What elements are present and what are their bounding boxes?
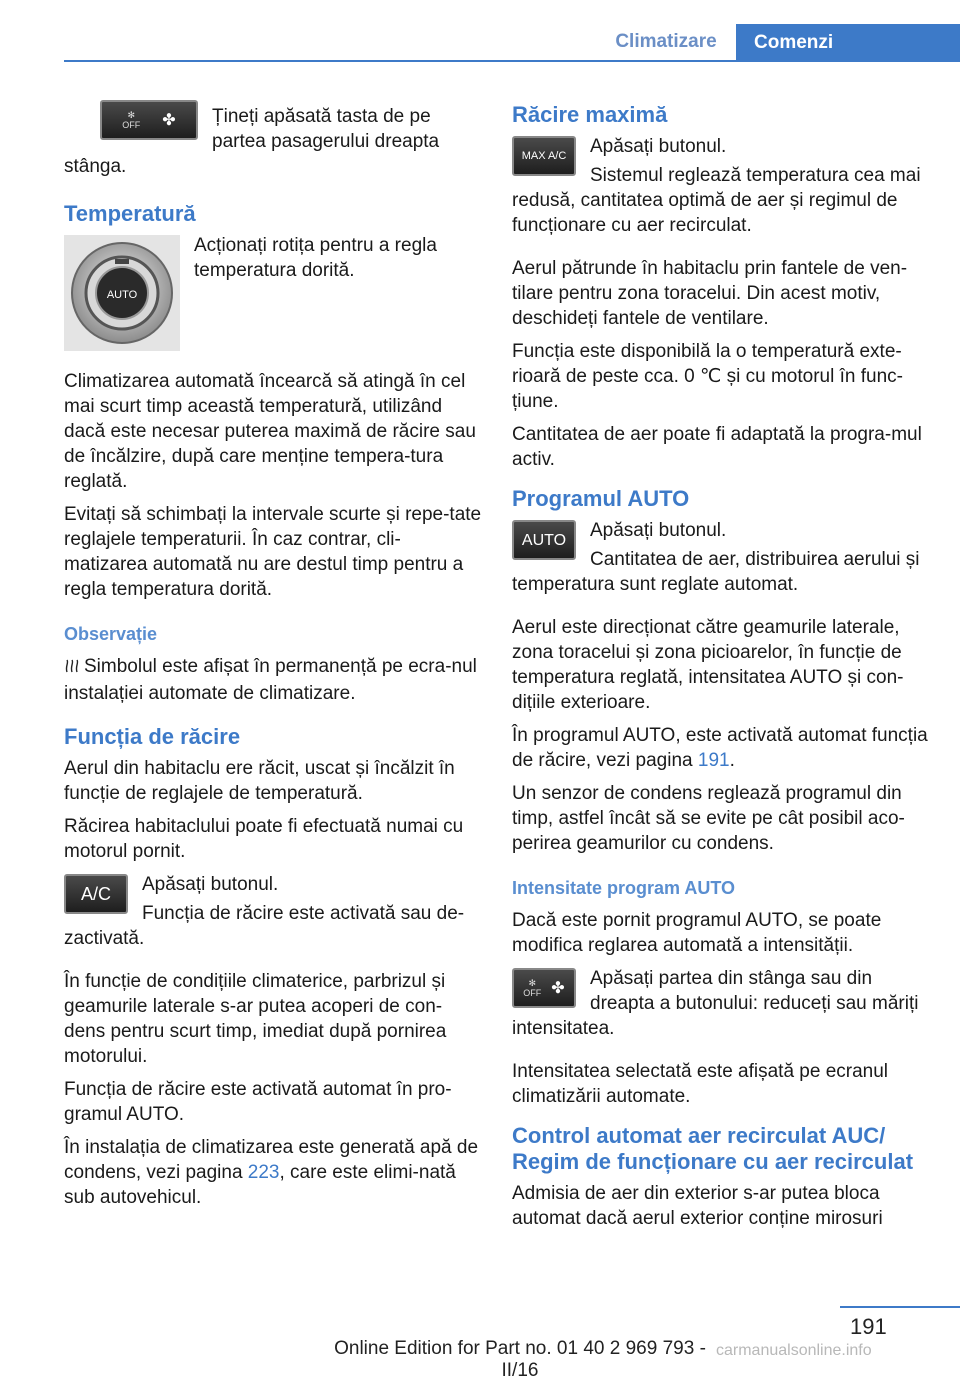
svg-text:AUTO: AUTO — [106, 289, 138, 301]
cooling-paragraph-3: În funcție de condițiile climaterice, parbrizul și geamurile laterale s-ar putea acoperi de con‐dens pentru scurt timp, imediat după pornirea motorului. — [64, 971, 447, 1067]
auto-text: Cantitatea de aer, distribuirea aerului și temperatura sunt reglate automat. — [512, 549, 920, 595]
watermark: carmanualsonline.info — [716, 1342, 872, 1359]
cooling-paragraph-2: Răcirea habitaclului poate fi efectuată numai cu motorul pornit. — [64, 816, 464, 862]
ac-text: Funcția de răcire este activată sau de‐zactivată. — [64, 903, 465, 949]
fan-off-icon: ✻ OFF — [523, 978, 542, 998]
ac-button-image: A/C — [64, 874, 128, 914]
intensity-press-text: Apăsați partea din stânga sau din dreapta a butonului: reduceți sau măriți intensitatea. — [512, 968, 919, 1039]
fan-text: Țineți apăsată tasta de pe partea pasagerului dreapta stânga. — [64, 106, 440, 177]
edition-footer: Online Edition for Part no. 01 40 2 969 793 - II/16 — [334, 1338, 706, 1381]
page-link-191[interactable]: 191 — [697, 750, 730, 771]
header-rule — [64, 60, 960, 62]
auc-heading: Control automat aer recirculat AUC/ Regim de funcționare cu aer recirculat — [512, 1123, 914, 1174]
note-heading: Observație — [64, 624, 158, 644]
max-paragraph-2: Funcția este disponibilă la o temperatură exte‐rioară de peste cca. 0 ℃ și cu motorul în func‐țiune. — [512, 341, 903, 412]
page-link-223[interactable]: 223 — [247, 1162, 280, 1183]
auto-paragraph-2: În programul AUTO, este activată automat funcția de răcire, vezi pagina 191. — [512, 725, 928, 771]
ac-press-text: Apăsați butonul. — [142, 874, 279, 895]
header-section-tab: Comenzi — [736, 24, 960, 62]
max-paragraph-3: Cantitatea de aer poate fi adaptată la progra‐mul activ. — [512, 424, 922, 470]
cooling-paragraph-1: Aerul din habitaclu ere răcit, uscat și încălzit în funcție de reglajele de temperatură. — [64, 758, 455, 804]
fan-icon: ✤ — [162, 111, 176, 129]
cooling-heading: Funcția de răcire — [64, 724, 241, 749]
auto-paragraph-3: Un senzor de condens reglează programul din timp, astfel încât să se evite pe cât posibil aco‐perirea geamurilor cu condens. — [512, 783, 905, 854]
cooling-paragraph-5: În instalația de climatizarea este generată apă de condens, vezi pagina 223, care este elimi‐nată sub autovehicul. — [64, 1137, 479, 1208]
max-paragraph-1: Aerul pătrunde în habitaclu prin fantele de ven‐tilare pentru zona toracelui. Din acest motiv, deschideți fantele de ventilare. — [512, 258, 908, 329]
left-column — [64, 98, 482, 1218]
defrost-symbol-icon — [64, 656, 84, 681]
max-cooling-heading: Răcire maximă — [512, 102, 668, 127]
fan-off-icon: ✻ OFF — [122, 110, 141, 130]
right-column — [512, 98, 930, 1239]
auto-button-image: AUTO — [512, 520, 576, 560]
intensity-paragraph: Intensitatea selectată este afișată pe ecranul climatizării automate. — [512, 1061, 889, 1107]
temperature-paragraph-1: Climatizarea automată încearcă să atingă în cel mai scurt timp această temperatură, utilizând dacă este necesar puterea maximă de răcire sau de încălzire, după care menține tempera‐tura reglată. — [64, 371, 476, 492]
note-text: Simbolul este afișat în permanență pe ecra‐nul instalației automate de climatizare. — [64, 656, 477, 704]
intensity-button-image — [512, 968, 576, 1008]
temperature-heading: Temperatură — [64, 201, 196, 226]
header-chapter: Climatizare — [615, 31, 717, 52]
temperature-dial-image — [64, 235, 180, 351]
auc-paragraph: Admisia de aer din exterior s-ar putea bloca automat dacă aerul exterior conține mirosuri — [512, 1183, 883, 1229]
temperature-text: Acționați rotița pentru a regla temperatura dorită. — [194, 235, 437, 281]
intensity-text: Dacă este pornit programul AUTO, se poate modifica reglarea automată a intensității. — [512, 910, 882, 956]
fan-icon: ✤ — [551, 979, 565, 997]
intensity-heading: Intensitate program AUTO — [512, 878, 736, 898]
fan-button-image — [100, 100, 198, 140]
cooling-paragraph-4: Funcția de răcire este activată automat în pro‐gramul AUTO. — [64, 1079, 452, 1125]
max-press-text: Apăsați butonul. — [590, 136, 727, 157]
auto-press-text: Apăsați butonul. — [590, 520, 727, 541]
max-ac-button-image: MAX A/C — [512, 136, 576, 176]
temperature-paragraph-2: Evitați să schimbați la intervale scurte și repe‐tate reglajele temperaturii. În caz contrar, cli‐matizarea automată nu are destul timp pentru a regla temperatura dorită. — [64, 504, 482, 600]
max-text: Sistemul reglează temperatura cea mai redusă, cantitatea optimă de aer și regimul de funcționare cu aer recirculat. — [512, 165, 921, 236]
auto-paragraph-1: Aerul este direcționat către geamurile laterale, zona toracelui și zona picioarelor, în funcție de temperatura reglată, intensitatea AUTO și con‐dițiile exterioare. — [512, 617, 904, 713]
page-number: 191 — [850, 1314, 887, 1339]
auto-program-heading: Programul AUTO — [512, 486, 690, 511]
footer-rule — [840, 1306, 960, 1308]
temperature-dial-icon — [68, 239, 176, 347]
